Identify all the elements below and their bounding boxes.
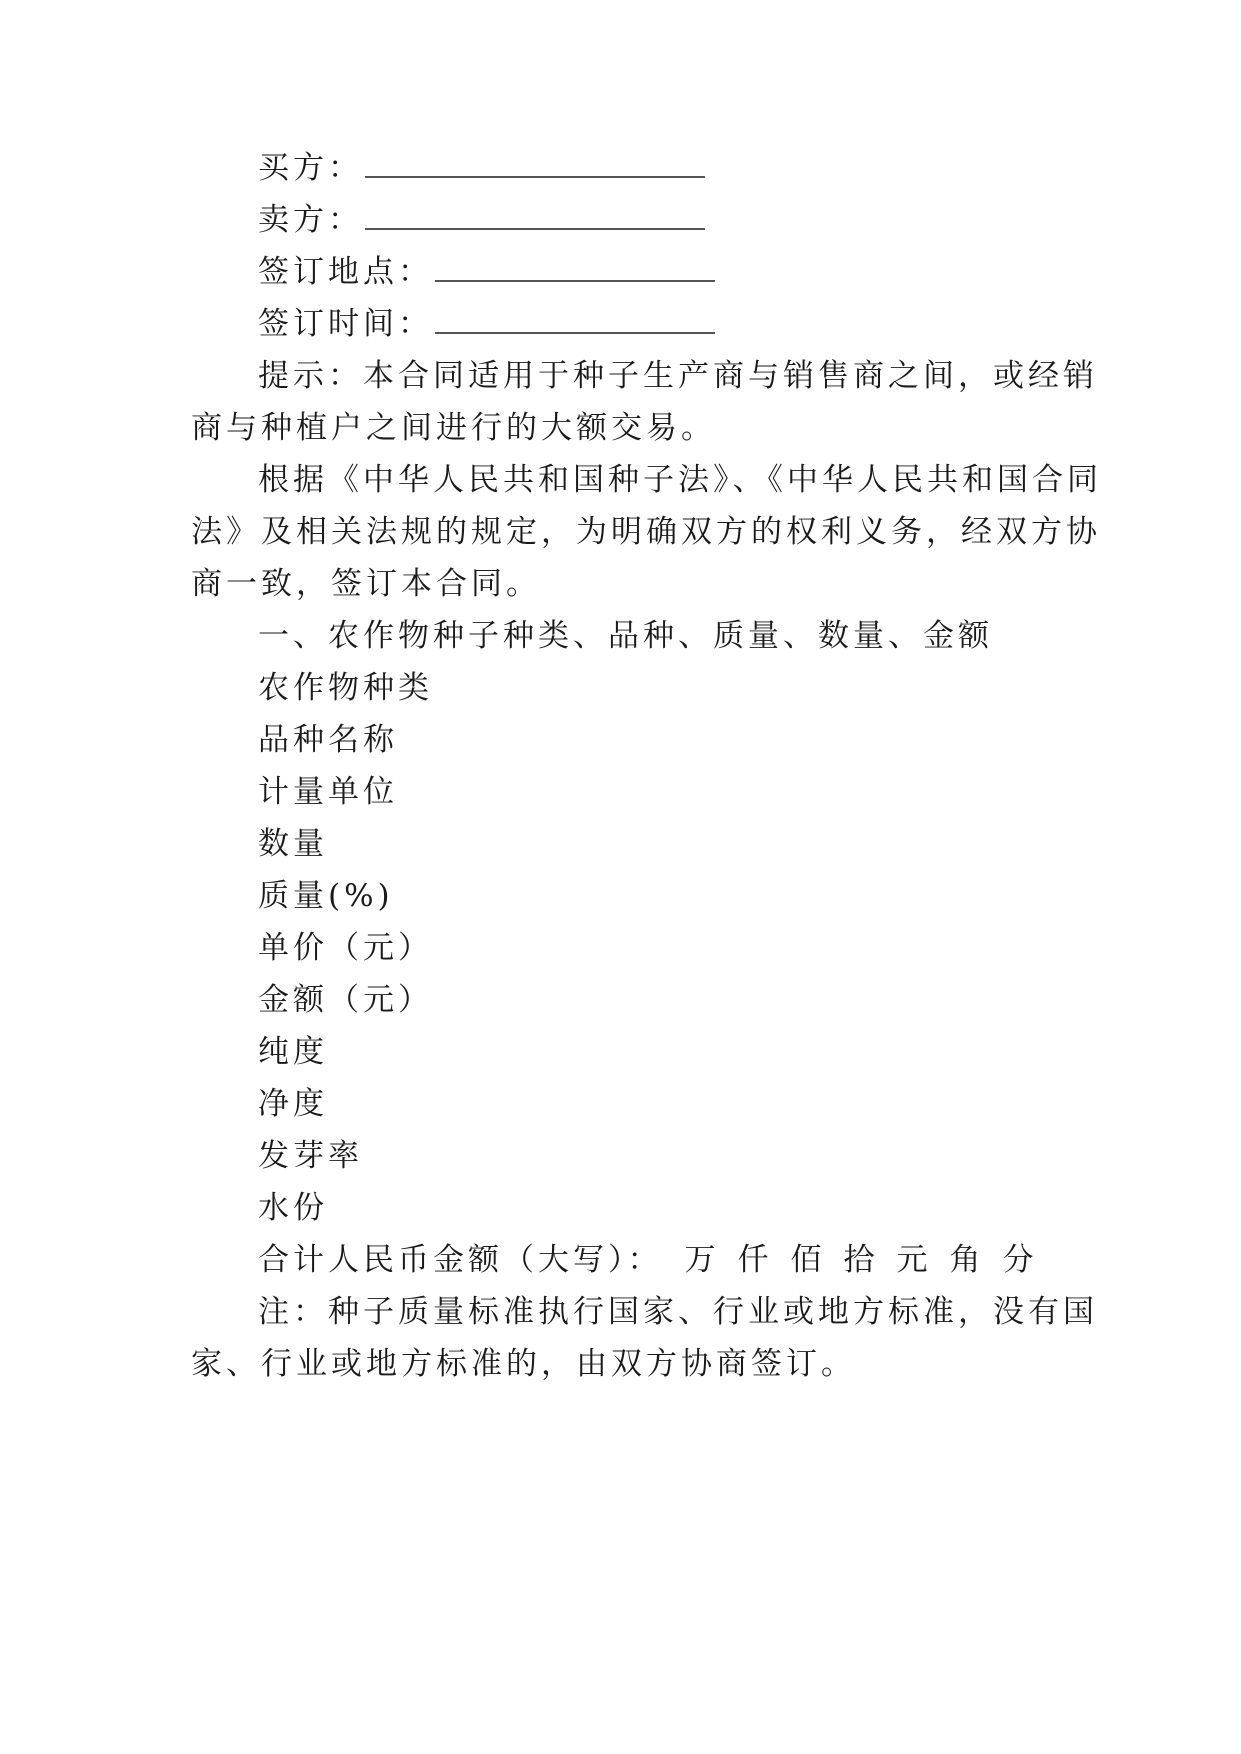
- list-item: 净度: [258, 1086, 328, 1122]
- list-item: 质量(%): [258, 878, 394, 914]
- seller-field: [258, 200, 705, 240]
- list-item: 品种名称: [258, 722, 398, 758]
- section1-title: 一、农作物种子种类、品种、质量、数量、金额: [258, 618, 993, 654]
- currency-units: 万仟佰拾元角分: [684, 1242, 1056, 1278]
- preamble-line-1: 根据《中华人民共和国种子法》、《中华人民共和国合同: [258, 462, 1102, 498]
- note-line-2: 家、行业或地方标准的，由双方协商签订。: [191, 1346, 856, 1382]
- signing-time-label: 签订时间：: [258, 306, 433, 342]
- signing-place-field: [258, 252, 715, 292]
- list-item: 数量: [258, 826, 328, 862]
- buyer-label: 买方：: [258, 150, 363, 186]
- list-item: 金额（元）: [258, 982, 433, 1018]
- list-item: 农作物种类: [258, 670, 433, 706]
- list-item: 水份: [258, 1190, 328, 1226]
- total-amount-label: 合计人民币金额（大写）：: [258, 1242, 663, 1278]
- seller-label: 卖方：: [258, 202, 363, 238]
- signing-time-blank[interactable]: [435, 306, 715, 334]
- note-line-1: 注：种子质量标准执行国家、行业或地方标准，没有国: [258, 1294, 1098, 1330]
- signing-place-label: 签订地点：: [258, 254, 433, 290]
- list-item: 计量单位: [258, 774, 398, 810]
- signing-place-blank[interactable]: [435, 254, 715, 282]
- list-item: 单价（元）: [258, 930, 433, 966]
- buyer-field: [258, 148, 705, 188]
- list-item: 纯度: [258, 1034, 328, 1070]
- tip-line-1: 提示：本合同适用于种子生产商与销售商之间，或经销: [258, 358, 1098, 394]
- list-item: 发芽率: [258, 1138, 363, 1174]
- signing-time-field: [258, 304, 715, 344]
- preamble-line-2: 法》及相关法规的规定，为明确双方的权利义务，经双方协: [191, 514, 1101, 550]
- tip-line-2: 商与种植户之间进行的大额交易。: [191, 410, 716, 446]
- seller-blank[interactable]: [365, 202, 705, 230]
- preamble-line-3: 商一致，签订本合同。: [191, 566, 541, 602]
- buyer-blank[interactable]: [365, 150, 705, 178]
- total-amount-line: [258, 1240, 1056, 1280]
